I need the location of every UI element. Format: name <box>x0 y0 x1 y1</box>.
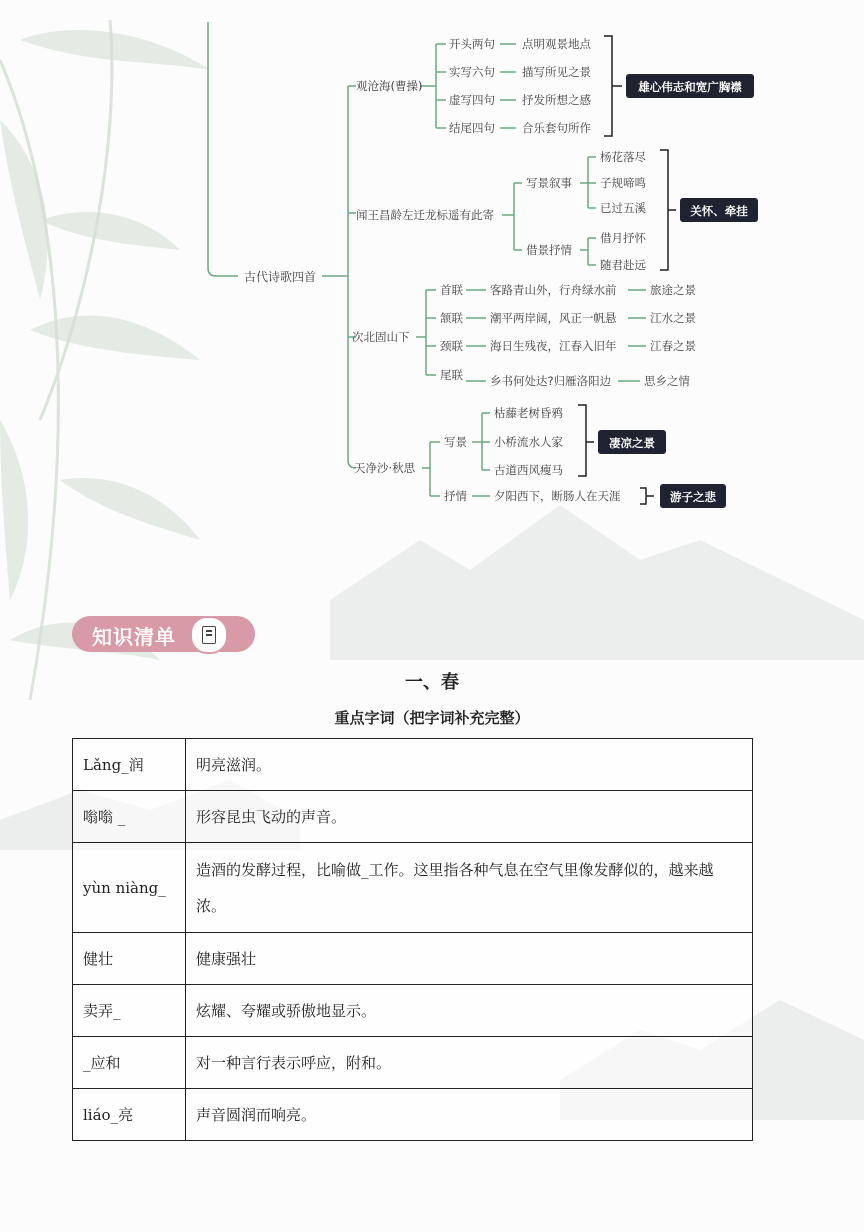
poem-part-desc: 客路青山外，行舟绿水前 <box>490 283 617 297</box>
notebook-icon <box>190 616 228 654</box>
poem-part-theme: 江水之景 <box>650 311 696 325</box>
table-row <box>73 791 753 843</box>
poem-group-label: 抒情 <box>444 489 467 503</box>
poem-part: 实写六句 <box>449 65 495 79</box>
poem-part: 首联 <box>440 283 463 297</box>
poem-group-label: 借景抒情 <box>526 243 572 257</box>
svg-text:雄心伟志和宽广胸襟: 雄心伟志和宽广胸襟 <box>638 80 742 94</box>
vocab-meaning: 健康强壮 <box>186 933 753 985</box>
poem-title: 观沧海(曹操) <box>356 79 423 93</box>
poem-title: 闻王昌龄左迁龙标遥有此寄 <box>356 208 494 222</box>
poem-line: 随君赴远 <box>600 258 646 272</box>
table-row <box>73 1089 753 1141</box>
poem-part-theme: 江春之景 <box>650 339 696 353</box>
theme-badge <box>598 430 666 454</box>
vocab-meaning: 炫耀、夸耀或骄傲地显示。 <box>186 985 753 1037</box>
vocab-meaning: 对一种言行表示呼应，附和。 <box>186 1037 753 1089</box>
table-row <box>73 1037 753 1089</box>
poem-line: 枯藤老树昏鸦 <box>494 406 563 420</box>
poem-line: 借月抒怀 <box>600 231 646 245</box>
poem-part: 开头两句 <box>449 37 495 51</box>
poem-group-label: 写景 <box>444 435 467 449</box>
vocab-meaning: 声音圆润而响亮。 <box>186 1089 753 1141</box>
table-row <box>73 739 753 791</box>
svg-text:凄凉之景: 凄凉之景 <box>609 436 655 450</box>
poem-part-theme: 思乡之情 <box>644 374 690 388</box>
poem-part-desc: 海日生残夜，江春入旧年 <box>490 339 617 353</box>
theme-badge <box>626 74 754 98</box>
poem-line: 已过五溪 <box>600 201 646 215</box>
theme-badge <box>660 484 726 508</box>
svg-text:关怀、牵挂: 关怀、牵挂 <box>690 204 748 218</box>
svg-text:游子之悲: 游子之悲 <box>670 490 716 504</box>
poem-line: 古道西风瘦马 <box>494 463 563 477</box>
poem-group-label: 写景叙事 <box>526 176 572 190</box>
vocab-word: Lǎng_润 <box>73 739 186 791</box>
poem-part-desc: 描写所见之景 <box>522 65 591 79</box>
vocab-word: _应和 <box>73 1037 186 1089</box>
knowledge-list-text: 知识清单 <box>92 625 176 649</box>
vocab-meaning: 明亮滋润。 <box>186 739 753 791</box>
poem-line: 子规啼鸣 <box>600 176 646 190</box>
vocab-word: 卖弄_ <box>73 985 186 1037</box>
vocab-word: liáo_亮 <box>73 1089 186 1141</box>
poem-part-desc: 潮平两岸阔，风正一帆悬 <box>490 311 617 325</box>
poem-part: 尾联 <box>440 368 463 382</box>
table-row <box>73 985 753 1037</box>
subsection-title: 重点字词（把字词补充完整） <box>334 709 530 727</box>
mind-map <box>0 0 864 540</box>
poem-part: 颔联 <box>440 311 463 325</box>
vocab-meaning: 造酒的发酵过程，比喻做_工作。这里指各种气息在空气里像发酵似的，越来越浓。 <box>186 843 753 933</box>
poem-part-desc: 抒发所想之感 <box>522 93 591 107</box>
table-row <box>73 843 753 933</box>
section-title: 一、春 <box>405 672 459 693</box>
vocab-table <box>72 738 753 1141</box>
poem-line: 杨花落尽 <box>600 150 646 164</box>
poem-part: 虚写四句 <box>449 93 495 107</box>
table-row <box>73 933 753 985</box>
vocab-word: yùn niàng_ <box>73 843 186 933</box>
poem-line: 夕阳西下，断肠人在天涯 <box>494 489 621 503</box>
poem-part-desc: 乡书何处达?归雁洛阳边 <box>490 374 612 388</box>
vocab-meaning: 形容昆虫飞动的声音。 <box>186 791 753 843</box>
mind-map-root: 古代诗歌四首 <box>244 270 317 284</box>
poem-part: 颈联 <box>440 339 463 353</box>
poem-line: 小桥流水人家 <box>494 435 563 449</box>
vocab-word: 健壮 <box>73 933 186 985</box>
vocab-word: 嗡嗡 _ <box>73 791 186 843</box>
poem-title: 次北固山下 <box>352 330 410 344</box>
poem-part: 结尾四句 <box>449 121 495 135</box>
poem-part-desc: 点明观景地点 <box>522 37 591 51</box>
poem-title: 天净沙·秋思 <box>354 461 416 475</box>
theme-badge <box>680 198 758 222</box>
poem-part-theme: 旅途之景 <box>650 283 696 297</box>
poem-part-desc: 合乐套句所作 <box>522 121 591 135</box>
